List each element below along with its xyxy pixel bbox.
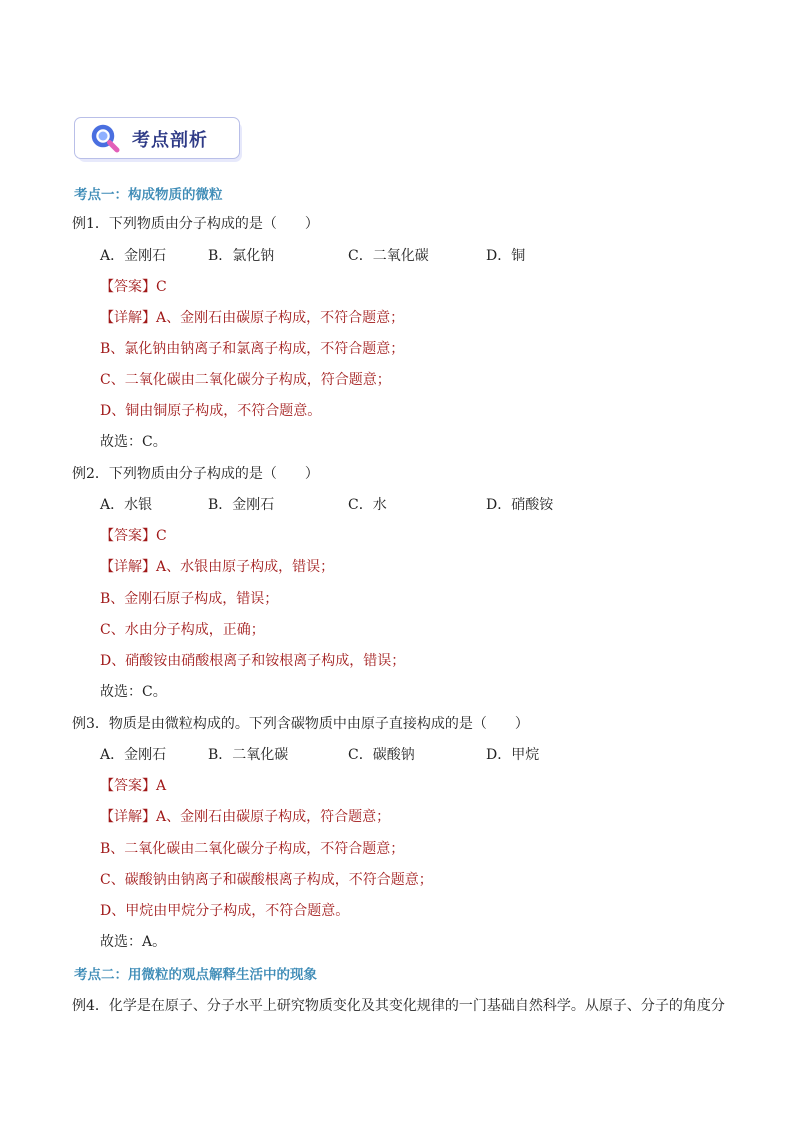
detail-tag: 【详解】 [100, 559, 156, 575]
answer-value: C [156, 279, 167, 295]
example-1-option-d: D．铜 [486, 248, 526, 264]
example-3-answer [100, 777, 166, 795]
answer-tag: 【答案】 [100, 528, 156, 544]
example-1-answer [100, 278, 167, 296]
example-2-option-d: D．硝酸铵 [486, 497, 554, 513]
example-3-option-d: D．甲烷 [486, 747, 540, 763]
example-2-detail-c: C、水由分子构成，正确； [100, 622, 265, 638]
detail-text: A、水银由原子构成，错误； [156, 559, 335, 575]
example-1-stem: 例1．下列物质由分子构成的是（ ） [72, 216, 319, 232]
example-2-option-c: C．水 [348, 497, 387, 513]
example-1-detail-c: C、二氧化碳由二氧化碳分子构成，符合题意； [100, 372, 391, 388]
detail-text: A、金刚石由碳原子构成，符合题意； [156, 809, 391, 825]
example-1-detail-a [100, 309, 404, 327]
topic-heading-2: 考点二：用微粒的观点解释生活中的现象 [74, 967, 317, 983]
example-1-option-b: B．氯化钠 [208, 248, 275, 264]
example-2-detail-b: B、金刚石原子构成，错误； [100, 591, 279, 607]
example-3-detail-c: C、碳酸钠由钠离子和碳酸根离子构成，不符合题意； [100, 872, 433, 888]
answer-tag: 【答案】 [100, 778, 156, 794]
example-2-choice: 故选：C。 [100, 684, 167, 700]
example-2-option-a: A．水银 [100, 497, 153, 513]
topic-heading-1: 考点一：构成物质的微粒 [74, 187, 223, 203]
example-3-detail-d: D、甲烷由甲烷分子构成，不符合题意。 [100, 903, 350, 919]
search-icon [90, 123, 120, 153]
answer-value: C [156, 528, 167, 544]
example-1-option-c: C．二氧化碳 [348, 248, 429, 264]
example-2-stem: 例2．下列物质由分子构成的是（ ） [72, 466, 319, 482]
example-3-option-a: A．金刚石 [100, 747, 167, 763]
example-3-choice: 故选：A。 [100, 934, 167, 950]
example-1-detail-b: B、氯化钠由钠离子和氯离子构成，不符合题意； [100, 341, 405, 357]
example-3-option-b: B．二氧化碳 [208, 747, 289, 763]
example-1-choice: 故选：C。 [100, 434, 167, 450]
example-1-option-a: A．金刚石 [100, 248, 167, 264]
example-1-detail-d: D、铜由铜原子构成，不符合题意。 [100, 403, 322, 419]
example-3-option-c: C．碳酸钠 [348, 747, 415, 763]
detail-text: A、金刚石由碳原子构成，不符合题意； [156, 310, 405, 326]
section-banner [74, 117, 242, 163]
detail-tag: 【详解】 [100, 310, 156, 326]
example-2-detail-d: D、硝酸铵由硝酸根离子和铵根离子构成，错误； [100, 653, 406, 669]
answer-tag: 【答案】 [100, 279, 156, 295]
example-3-detail-b: B、二氧化碳由二氧化碳分子构成，不符合题意； [100, 841, 405, 857]
answer-value: A [156, 778, 167, 794]
example-2-detail-a [100, 558, 334, 576]
example-3-detail-a [100, 808, 390, 826]
example-3-stem: 例3．物质是由微粒构成的。下列含碳物质中由原子直接构成的是（ ） [72, 716, 529, 732]
example-2-answer [100, 527, 167, 545]
detail-tag: 【详解】 [100, 809, 156, 825]
example-4-stem: 例4．化学是在原子、分子水平上研究物质变化及其变化规律的一门基础自然科学。从原子、分子的角度分 [72, 998, 725, 1014]
example-2-option-b: B．金刚石 [208, 497, 275, 513]
section-title: 考点剖析 [132, 130, 208, 151]
